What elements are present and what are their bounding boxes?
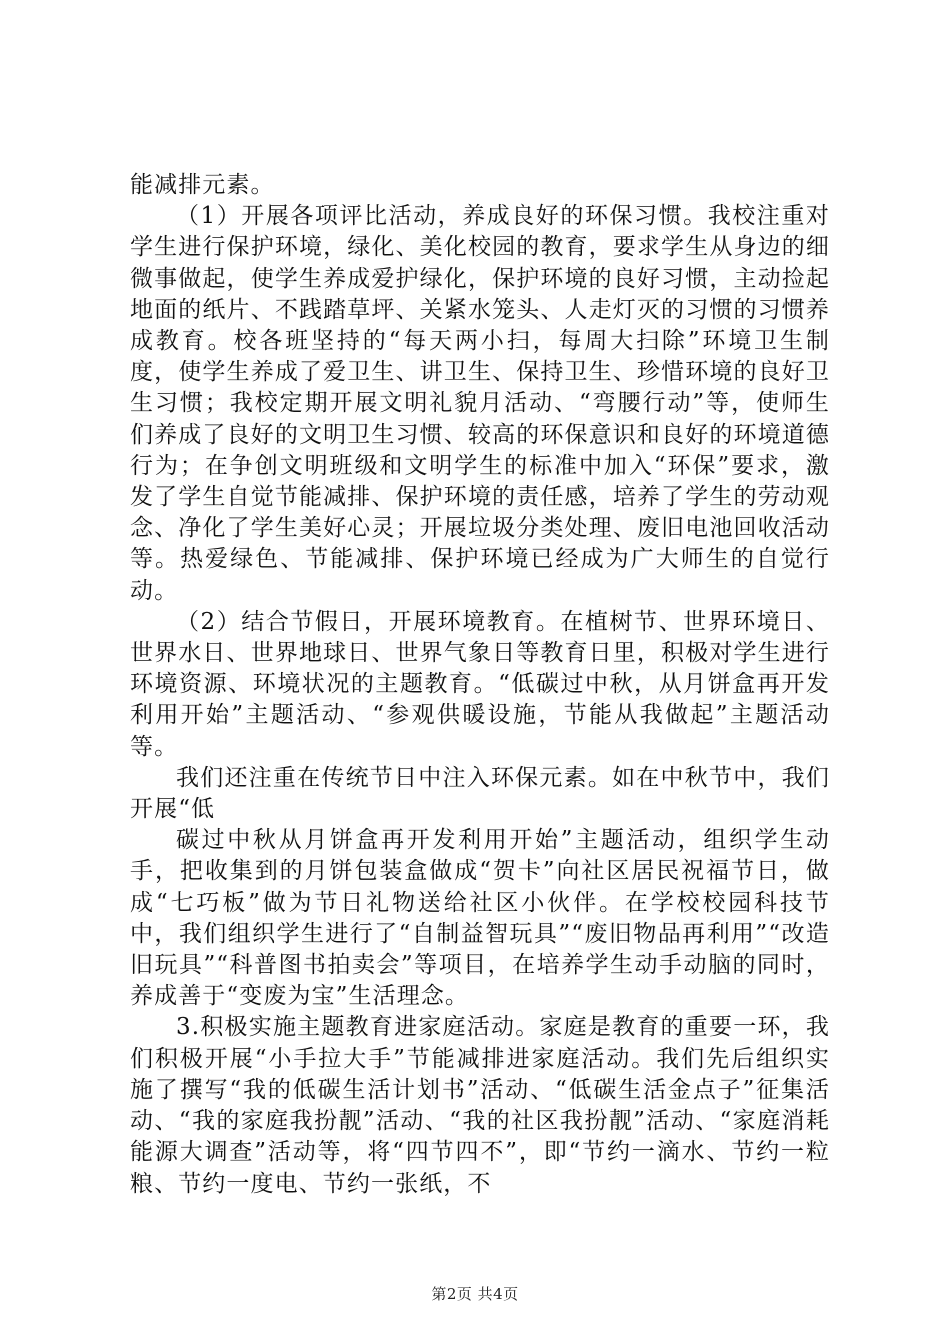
document-body xyxy=(130,170,830,1200)
paragraph-family-activities: 3.积极实施主题教育进家庭活动。家庭是教育的重要一环，我们积极开展“小手拉大手”节能减排进家庭活动。我们先后组织实施了撰写“我的低碳生活计划书”活动、“低碳生活金点子”征集活动、“我的家庭我扮靓”活动、“我的社区我扮靓”活动、“家庭消耗能源大调查”活动等，将“四节四不”，即“节约一滴水、节约一粒粮、节约一度电、节约一张纸，不 xyxy=(130,1014,830,1197)
page-footer: 第2页 共4页 xyxy=(431,1285,519,1303)
paragraph-mooncake-activity: 碳过中秋从月饼盒再开发利用开始”主题活动，组织学生动手，把收集到的月饼包装盒做成“贺卡”向社区居民祝福节日，做成“七巧板”做为节日礼物送给社区小伙伴。在学校校园科技节中，我们组织学生进行了“自制益智玩具”“废旧物品再利用”“改造旧玩具”“科普图书拍卖会”等项目，在培养学生动手动脑的同时，养成善于“变废为宝”生活理念。 xyxy=(130,827,830,1010)
paragraph-traditional-festivals: 我们还注重在传统节日中注入环保元素。如在中秋节中，我们开展“低 xyxy=(130,764,830,823)
paragraph-holiday-education: （2）结合节假日，开展环境教育。在植树节、世界环境日、世界水日、世界地球日、世界气象日等教育日里，积极对学生进行环境资源、环境状况的主题教育。“低碳过中秋，从月饼盒再开发利用开始”主题活动、“参观供暖设施，节能从我做起”主题活动等。 xyxy=(130,608,830,760)
paragraph-continuation: 能减排元素。 xyxy=(130,172,275,198)
paragraph-evaluation-activities: （1）开展各项评比活动，养成良好的环保习惯。我校注重对学生进行保护环境，绿化、美化校园的教育，要求学生从身边的细微事做起，使学生养成爱护绿化，保护环境的良好习惯，主动捡起地面的纸片、不践踏草坪、关紧水笼头、人走灯灭的习惯的习惯养成教育。校各班坚持的“每天两小扫，每周大扫除”环境卫生制度，使学生养成了爱卫生、讲卫生、保持卫生、珍惜环境的良好卫生习惯；我校定期开展文明礼貌月活动、“弯腰行动”等，使师生们养成了良好的文明卫生习惯、较高的环保意识和良好的环境道德行为；在争创文明班级和文明学生的标准中加入“环保”要求，激发了学生自觉节能减排、保护环境的责任感，培养了学生的劳动观念、净化了学生美好心灵；开展垃圾分类处理、废旧电池回收活动等。热爱绿色、节能减排、保护环境已经成为广大师生的自觉行动。 xyxy=(130,203,830,604)
